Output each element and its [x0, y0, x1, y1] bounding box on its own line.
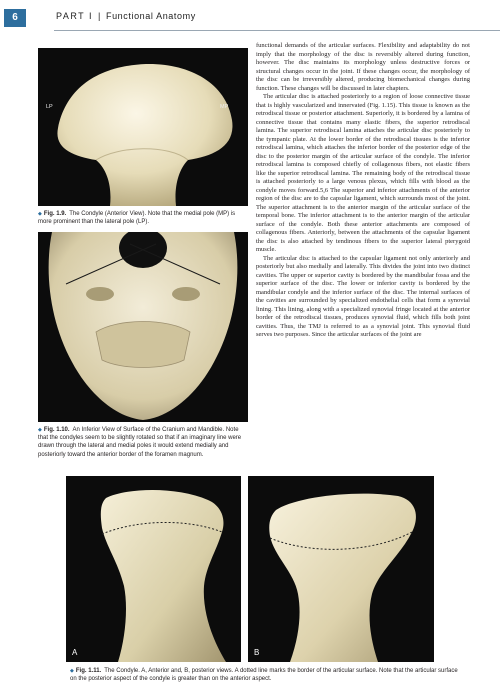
medial-pole-label: MP — [220, 104, 229, 110]
panel-label-b: B — [254, 648, 260, 657]
cranium-inferior-illustration — [38, 232, 248, 422]
running-head-text — [56, 11, 196, 21]
body-text-column — [256, 42, 470, 340]
figure-number: Fig. 1.11. — [75, 668, 102, 674]
cranium-inferior-photo — [38, 232, 248, 422]
caption-bullet-icon: ◆ — [38, 211, 42, 217]
figure-caption-1-9 — [38, 210, 250, 226]
body-paragraph: functional demands of the articular surfaces. Flexibility and adaptability do not imply that the morphology of the disc is reversibly altered during function, however. The disc maintains its morphology unless destructive forces or structural changes occur in the joint. If these changes occur, the morphology of the disc can be irreversibly altered, producing biomechanical changes during function. These changes will be discussed in later chapters. — [256, 42, 470, 92]
figure-number: Fig. 1.10. — [43, 427, 70, 433]
figure-caption-1-11 — [70, 667, 465, 683]
caption-bullet-icon: ◆ — [38, 427, 42, 433]
figure-caption-1-10 — [38, 426, 250, 459]
separator: | — [98, 11, 101, 21]
page-number: 6 — [4, 9, 26, 27]
section-title: Functional Anatomy — [105, 11, 196, 21]
header-rule — [54, 30, 500, 31]
caption-bullet-icon: ◆ — [70, 668, 74, 674]
condyle-b-illustration — [248, 476, 434, 662]
condyle-anterior-photo — [38, 48, 248, 206]
condyle-anterior-view-photo — [66, 476, 241, 662]
figure-caption-text: An Inferior View of Surface of the Cranium and Mandible. Note that the condyles seem to be slightly rotated so that if an imaginary line were drawn through the lateral and medial poles it would extend medially and posteriorly toward the anterior border of the foramen magnum. — [38, 427, 242, 458]
condyle-a-illustration — [66, 476, 241, 662]
panel-label-a: A — [72, 648, 78, 657]
figure-caption-text: The Condyle. A, Anterior and, B, posterior views. A dotted line marks the border of the articular surface. Note that the articular surface on the posterior aspect of the condyle is greater than on the anterior aspect. — [70, 668, 458, 683]
condyle-anterior-illustration — [38, 48, 248, 206]
body-paragraph: The articular disc is attached to the capsular ligament not only anteriorly and posteriorly but also medially and laterally. This divides the joint into two distinct cavities. The upper or superior cavity is bordered by the mandibular fossa and the superior surface of the disc. The lower or inferior cavity is bordered by the mandibular condyle and the inferior surface of the disc. The internal surfaces of the cavities are surrounded by specialized endothelial cells that form a synovial lining. This lining, along with a specialized synovial fringe located at the anterior border of the retrodiscal tissues, produces synovial fluid, which fills both joint cavities. Thus, the TMJ is referred to as a synovial joint. This synovial fluid serves two purposes. Since the articular surfaces of the joint are — [256, 254, 470, 338]
running-header — [0, 0, 500, 36]
condyle-posterior-view-photo — [248, 476, 434, 662]
figure-number: Fig. 1.9. — [43, 211, 67, 217]
lateral-pole-label: LP — [46, 104, 53, 110]
part-label: PART I — [56, 11, 94, 21]
body-paragraph: The articular disc is attached posteriorly to a region of loose connective tissue that is highly vascularized and innervated (Fig. 1.15). This tissue is known as the retrodiscal tissue or posterior attachment. Superiorly, it is bordered by a lamina of connective tissue that contains many elastic fibers, the superior retrodiscal lamina. The superior retrodiscal lamina attaches the articular disc posteriorly to the tympanic plate. At the lower border of the retrodiscal tissues is the inferior retrodiscal lamina, which attaches the inferior border of the posterior edge of the disc to the posterior margin of the articular surface of the condyle. The inferior retrodiscal lamina is composed chiefly of collagenous fibers, not elastic fibers like the superior retrodiscal lamina. The remaining body of the retrodiscal tissue is attached posteriorly to a large venous plexus, which fills with blood as the condyle moves forward.5,6 The superior and inferior attachments of the anterior region of the disc are to the capsular ligament, which surrounds most of the joint. The superior attachment is to the anterior margin of the articular surface of the temporal bone. The inferior attachment is to the anterior margin of the articular surface of the condyle. Both these anterior attachments are composed of collagenous fibers. Anteriorly, between the attachments of the capsular ligament the disc is also attached by tendinous fibers to the superior lateral pterygoid muscle. — [256, 93, 470, 253]
figure-caption-text: The Condyle (Anterior View). Note that the medial pole (MP) is more prominent than the lateral pole (LP). — [38, 211, 236, 226]
